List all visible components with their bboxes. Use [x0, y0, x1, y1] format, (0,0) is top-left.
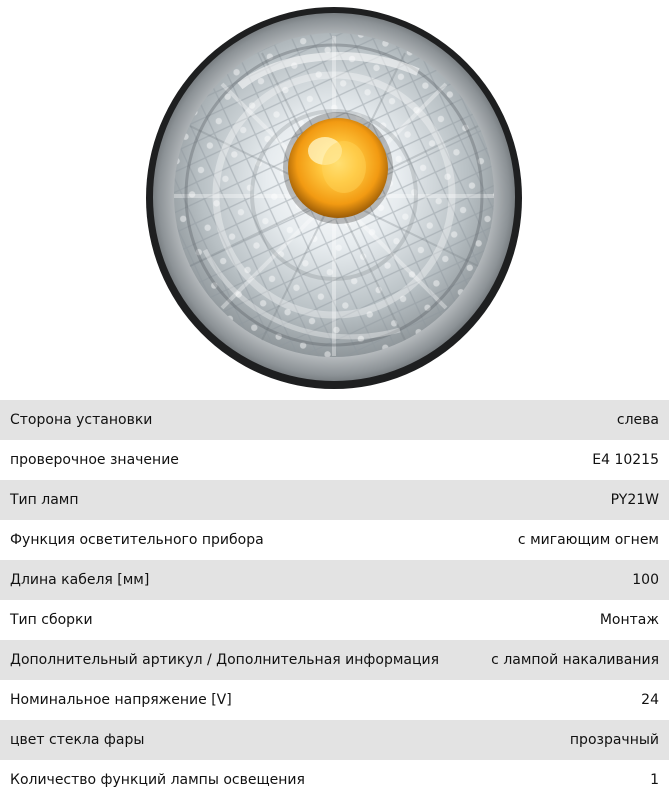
spec-value: 1	[650, 772, 659, 788]
spec-label: Тип сборки	[10, 612, 93, 628]
spec-row-lamp-type	[0, 480, 669, 520]
lamp-illustration	[146, 7, 522, 389]
spec-row-glass-color	[0, 720, 669, 760]
spec-row-function-count	[0, 760, 669, 800]
spec-value: E4 10215	[592, 452, 659, 468]
spec-value: с лампой накаливания	[491, 652, 659, 668]
spec-row-test-value	[0, 440, 669, 480]
spec-label: Длина кабеля [мм]	[10, 572, 150, 588]
spec-value: слева	[616, 412, 659, 428]
spec-label: Тип ламп	[10, 492, 79, 508]
spec-value: 24	[641, 692, 659, 708]
specifications-table	[0, 400, 669, 800]
spec-row-rated-voltage	[0, 680, 669, 720]
spec-label: Сторона установки	[10, 412, 153, 428]
spec-value: 100	[632, 572, 659, 588]
spec-value: PY21W	[610, 492, 659, 508]
spec-label: цвет стекла фары	[10, 732, 145, 748]
spec-value: Монтаж	[599, 612, 659, 628]
spec-label: Дополнительный артикул / Дополнительная информация	[10, 652, 440, 668]
spec-row-cable-length	[0, 560, 669, 600]
spec-row-light-function	[0, 520, 669, 560]
spec-row-assembly-type	[0, 600, 669, 640]
spec-row-installation-side	[0, 400, 669, 440]
spec-row-additional-info	[0, 640, 669, 680]
spec-label: Количество функций лампы освещения	[10, 772, 305, 788]
spec-value: прозрачный	[569, 732, 659, 748]
spec-label: Функция осветительного прибора	[10, 532, 264, 548]
spec-label: проверочное значение	[10, 452, 179, 468]
spec-label: Номинальное напряжение [V]	[10, 692, 232, 708]
spec-value: с мигающим огнем	[517, 532, 659, 548]
